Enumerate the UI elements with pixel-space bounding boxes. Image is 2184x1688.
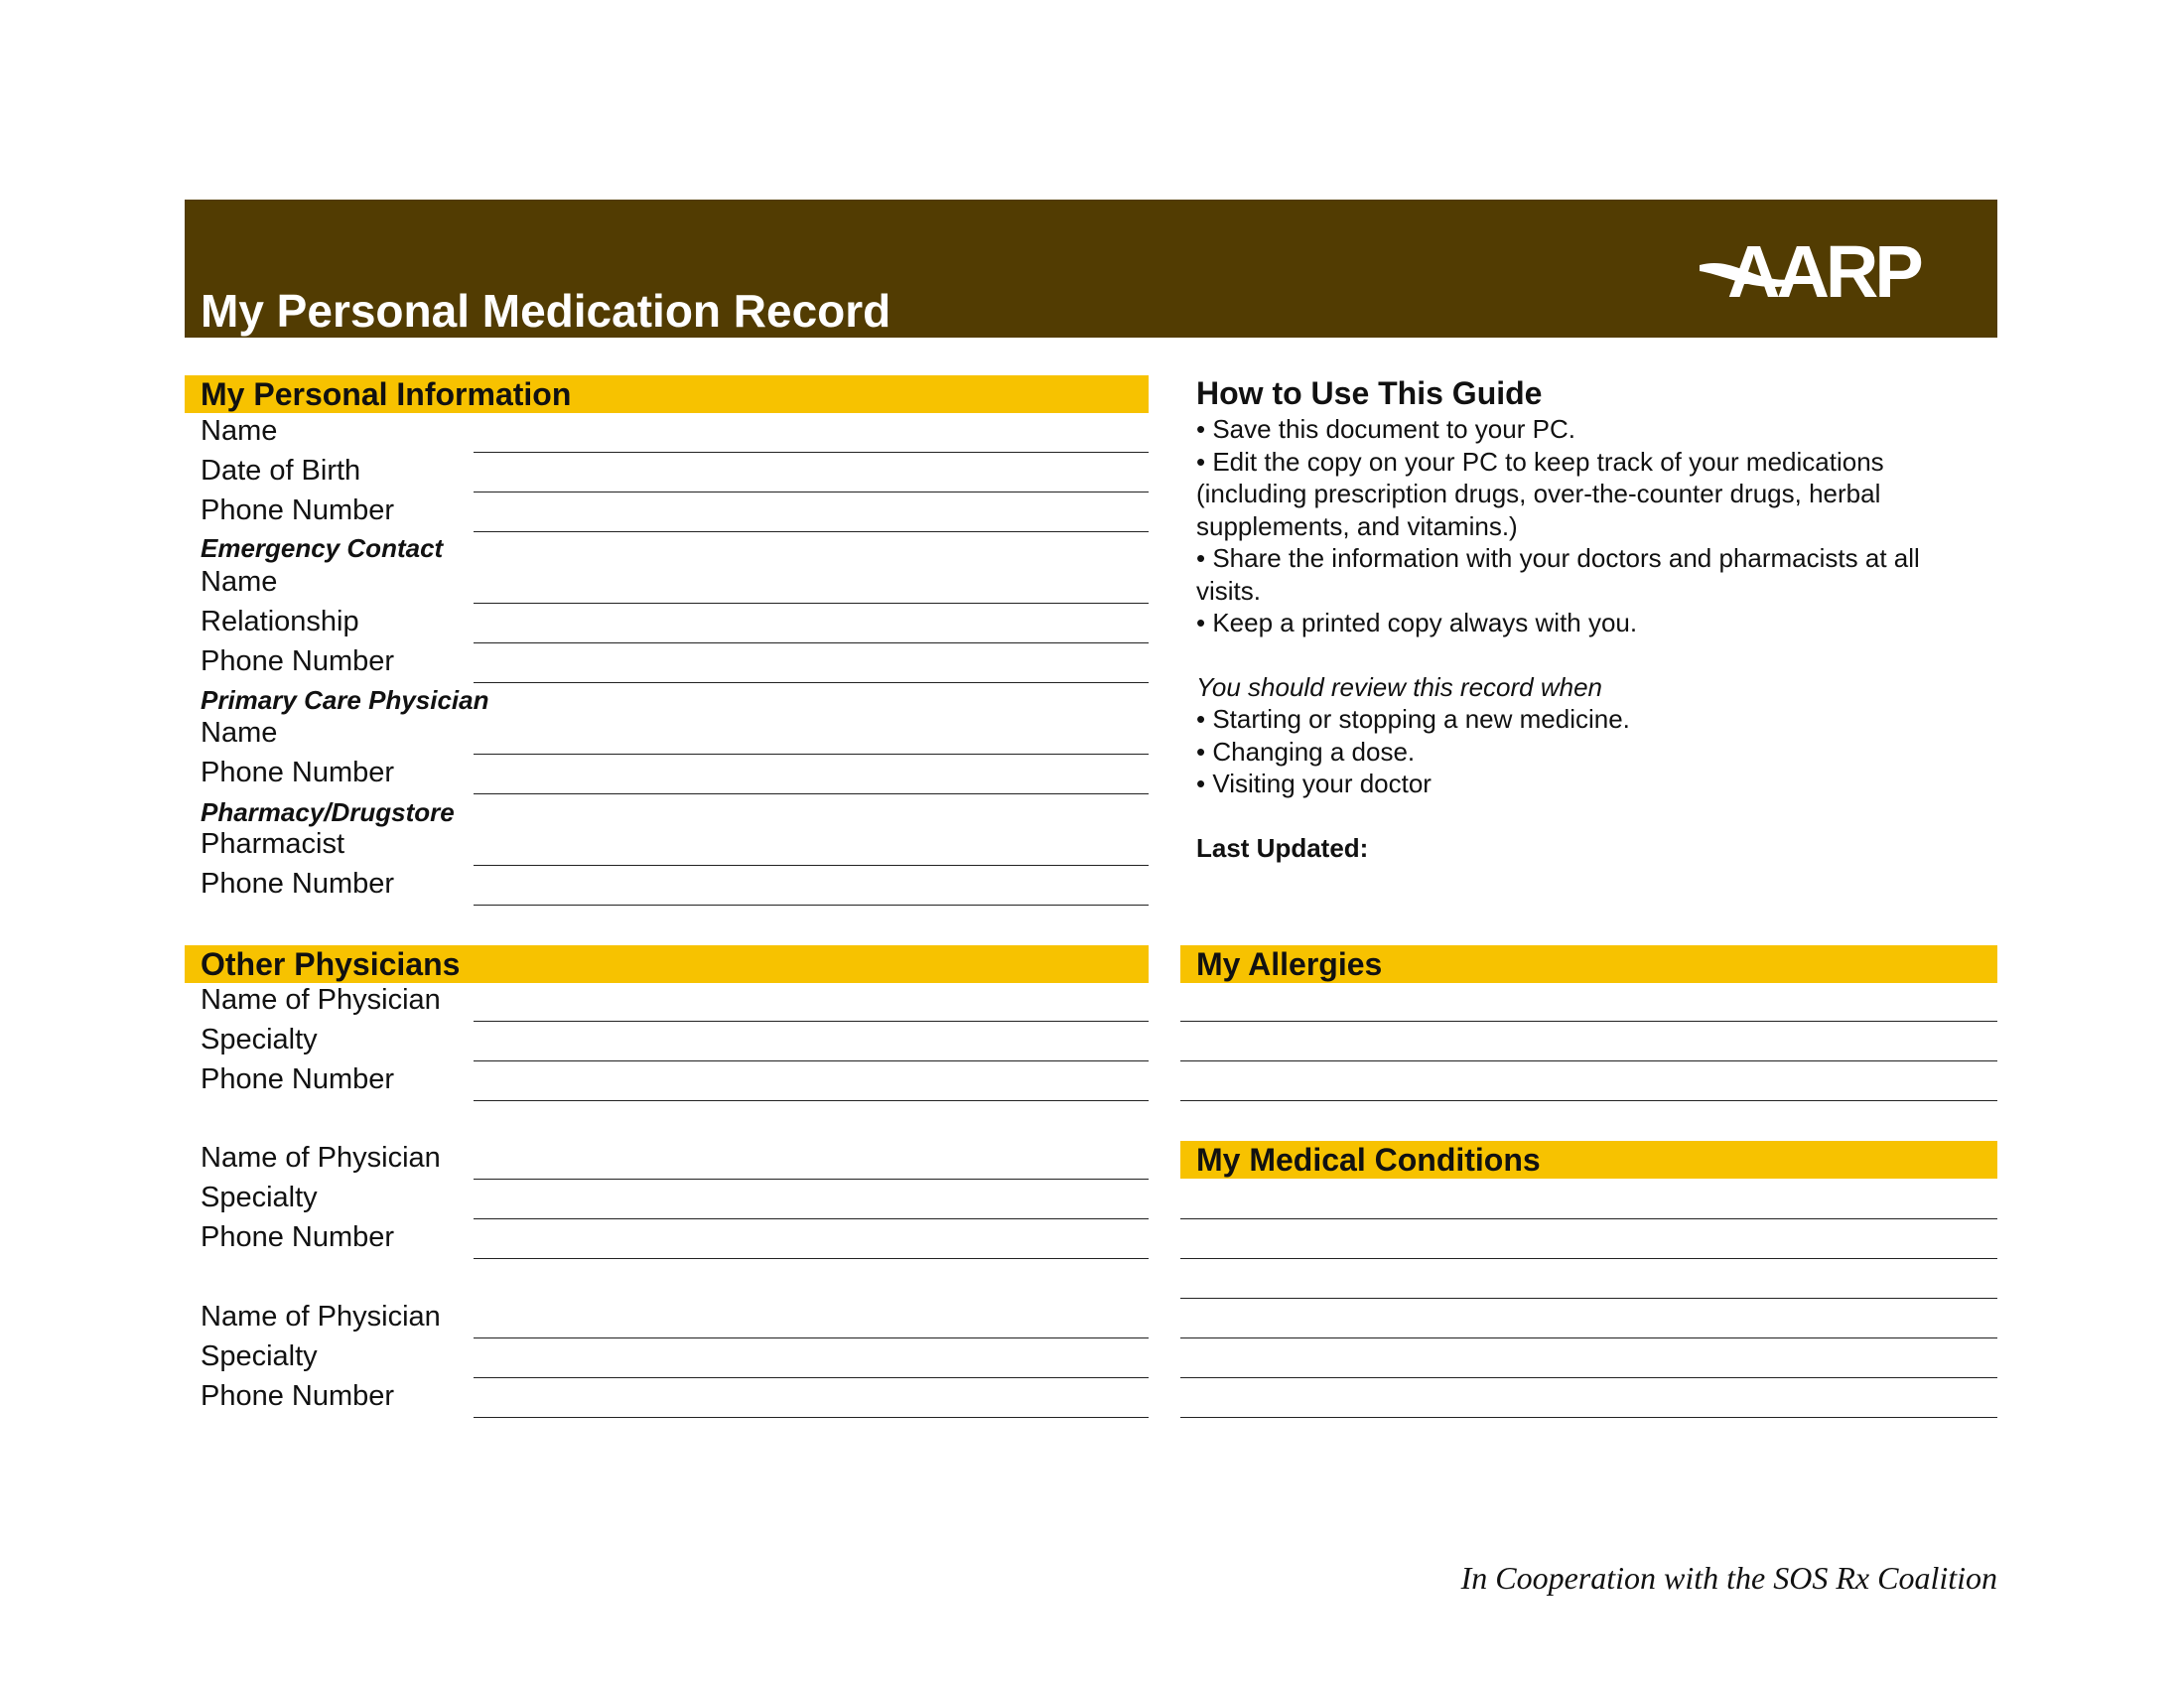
emergency-contact-heading: Emergency Contact <box>201 533 444 563</box>
dob-label: Date of Birth <box>201 455 361 487</box>
personal-info-heading: My Personal Information <box>185 375 1149 413</box>
physician-name-label: Name of Physician <box>201 1301 441 1333</box>
primary-care-phone-line[interactable] <box>474 793 1149 794</box>
pharmacy-heading: Pharmacy/Drugstore <box>201 797 455 827</box>
guide-bullet: • Save this document to your PC. <box>1196 414 1575 444</box>
emergency-phone-line[interactable] <box>474 682 1149 683</box>
guide-bullet: • Keep a printed copy always with you. <box>1196 608 1638 637</box>
physician-phone-label: Phone Number <box>201 1380 395 1412</box>
allergy-line[interactable] <box>1180 1060 1997 1061</box>
svg-text:AARP: AARP <box>1727 235 1920 305</box>
physician-name-label: Name of Physician <box>201 984 441 1016</box>
footer-note: In Cooperation with the SOS Rx Coalition <box>1460 1560 1997 1596</box>
physician-phone-line[interactable] <box>474 1417 1149 1418</box>
guide-bullet: • Edit the copy on your PC to keep track of your medications (including prescription drugs, over-the-counter drugs, herbal supplements, and vitamins.) <box>1196 446 1884 541</box>
review-bullet: • Visiting your doctor <box>1196 769 1432 798</box>
physician-phone-line[interactable] <box>474 1258 1149 1259</box>
phone-label: Phone Number <box>201 494 395 526</box>
guide-title: How to Use This Guide <box>1196 375 1543 411</box>
review-bullet: • Starting or stopping a new medicine. <box>1196 704 1630 734</box>
page-title: My Personal Medication Record <box>201 285 891 337</box>
guide-panel <box>1196 373 1990 864</box>
emergency-name-label: Name <box>201 566 278 598</box>
physician-name-line[interactable] <box>474 1337 1149 1338</box>
pharmacist-label: Pharmacist <box>201 828 345 860</box>
last-updated-label: Last Updated: <box>1196 832 1369 863</box>
emergency-relationship-label: Relationship <box>201 606 359 637</box>
allergies-heading: My Allergies <box>1180 945 1997 983</box>
name-label: Name <box>201 415 278 447</box>
allergy-line[interactable] <box>1180 1021 1997 1022</box>
condition-line[interactable] <box>1180 1258 1997 1259</box>
condition-line[interactable] <box>1180 1218 1997 1219</box>
physician-phone-label: Phone Number <box>201 1063 395 1095</box>
physician-name-label: Name of Physician <box>201 1142 441 1174</box>
phone-line[interactable] <box>474 531 1149 532</box>
conditions-heading: My Medical Conditions <box>1180 1141 1997 1179</box>
pharmacy-phone-line[interactable] <box>474 905 1149 906</box>
emergency-phone-label: Phone Number <box>201 645 395 677</box>
pharmacy-phone-label: Phone Number <box>201 868 395 900</box>
condition-line[interactable] <box>1180 1377 1997 1378</box>
guide-bullets <box>1196 413 1990 639</box>
emergency-name-line[interactable] <box>474 603 1149 604</box>
primary-care-name-line[interactable] <box>474 754 1149 755</box>
name-line[interactable] <box>474 452 1149 453</box>
condition-line[interactable] <box>1180 1298 1997 1299</box>
pharmacist-line[interactable] <box>474 865 1149 866</box>
condition-line[interactable] <box>1180 1417 1997 1418</box>
guide-bullet: • Share the information with your doctors and pharmacists at all visits. <box>1196 543 1920 606</box>
primary-care-phone-label: Phone Number <box>201 757 395 788</box>
condition-line[interactable] <box>1180 1337 1997 1338</box>
physician-name-line[interactable] <box>474 1021 1149 1022</box>
review-bullet: • Changing a dose. <box>1196 736 1416 767</box>
physician-specialty-label: Specialty <box>201 1024 318 1055</box>
physician-specialty-line[interactable] <box>474 1218 1149 1219</box>
physician-specialty-label: Specialty <box>201 1182 318 1213</box>
physician-phone-label: Phone Number <box>201 1221 395 1253</box>
allergy-line[interactable] <box>1180 1100 1997 1101</box>
primary-care-heading: Primary Care Physician <box>201 685 489 715</box>
physician-name-line[interactable] <box>474 1179 1149 1180</box>
physician-phone-line[interactable] <box>474 1100 1149 1101</box>
review-intro: You should review this record when <box>1196 671 1603 702</box>
other-physicians-heading: Other Physicians <box>185 945 1149 983</box>
physician-specialty-line[interactable] <box>474 1060 1149 1061</box>
physician-specialty-label: Specialty <box>201 1340 318 1372</box>
primary-care-name-label: Name <box>201 717 278 749</box>
header-band <box>185 200 1997 338</box>
emergency-relationship-line[interactable] <box>474 642 1149 643</box>
physician-specialty-line[interactable] <box>474 1377 1149 1378</box>
aarp-logo <box>1696 235 1983 305</box>
